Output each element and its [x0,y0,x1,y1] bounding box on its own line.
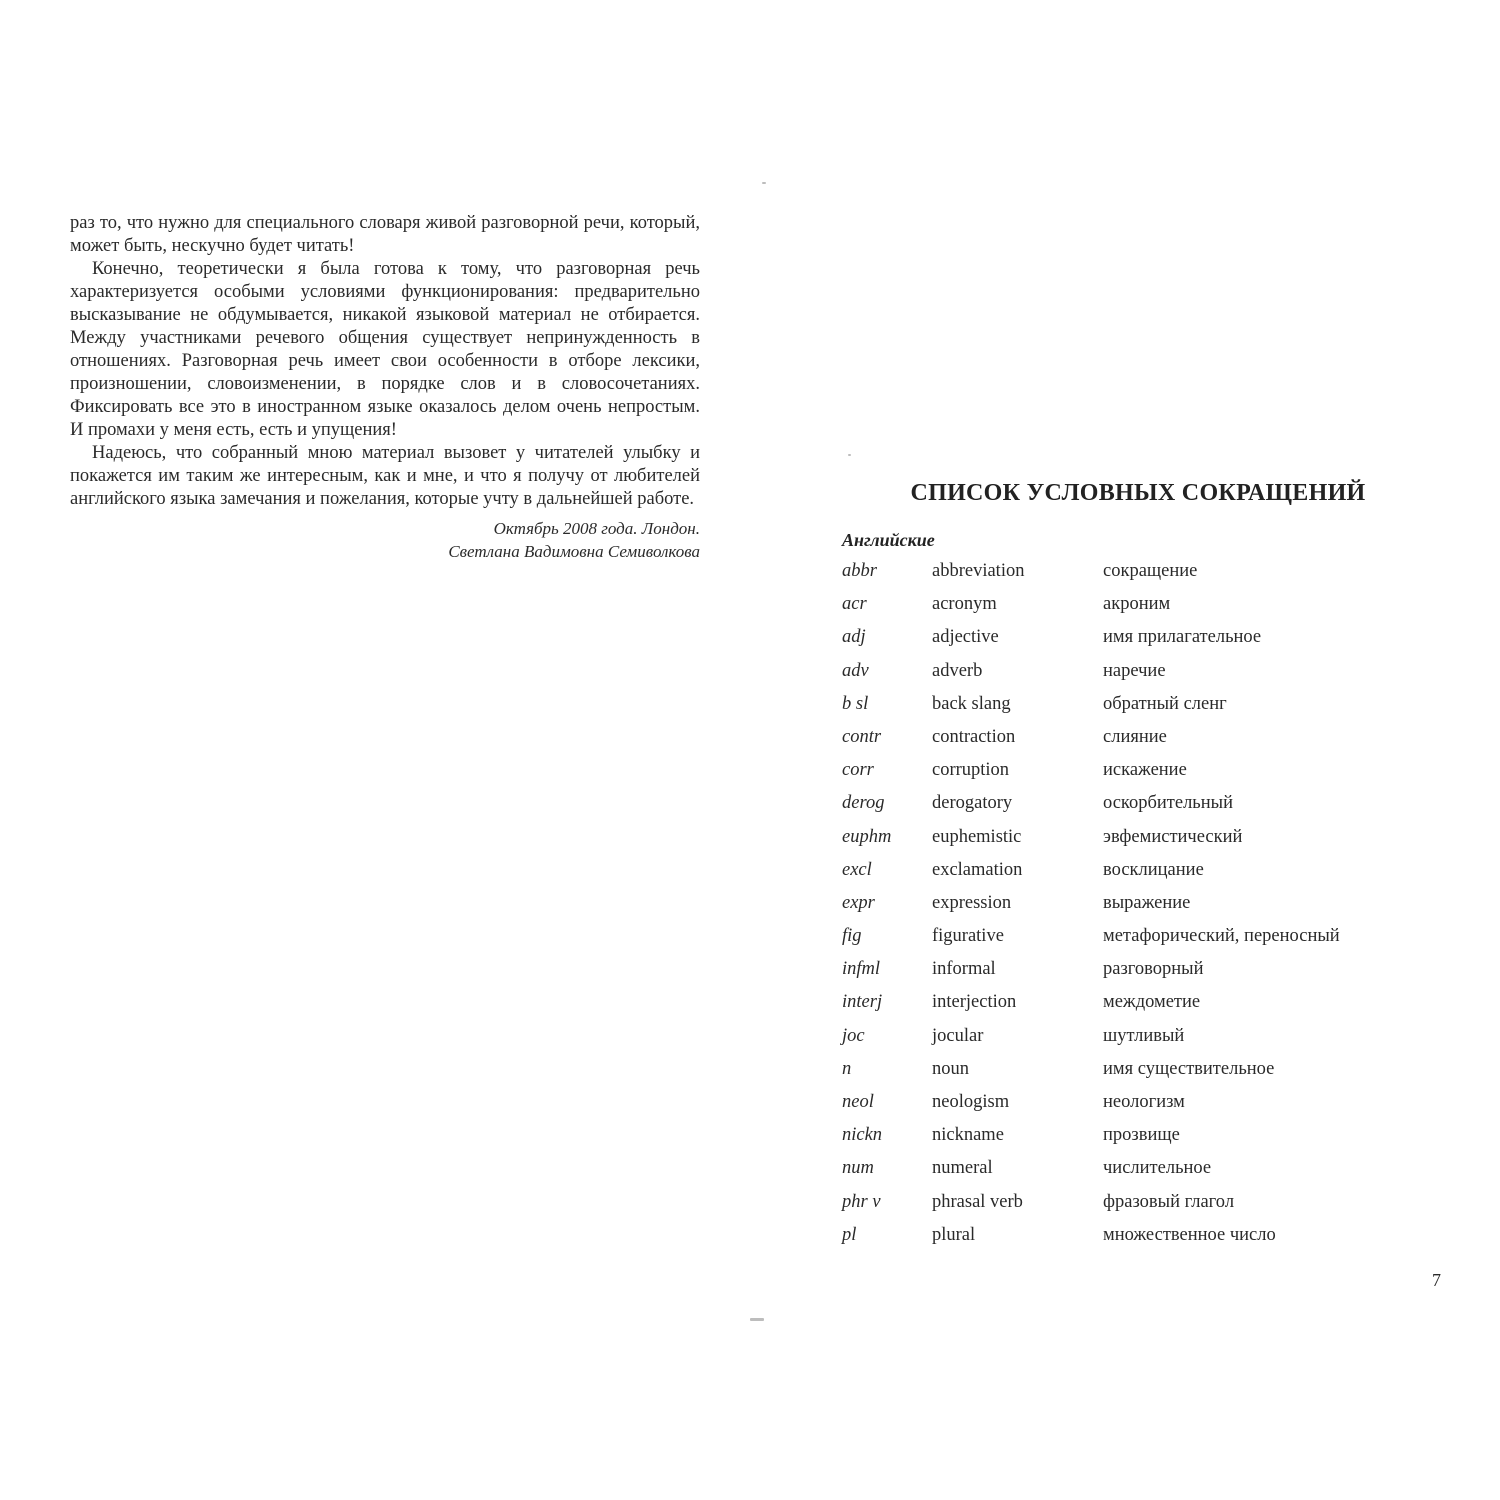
abbreviation-english: phrasal verb [932,1191,1023,1212]
abbreviation-row [820,555,1420,588]
abbreviation-code: nickn [842,1125,883,1146]
abbreviation-russian: метафорический, переносный [1103,926,1340,947]
abbreviation-russian: имя существительное [1103,1058,1275,1079]
abbreviation-row [820,1219,1420,1252]
abbreviation-english: plural [932,1224,976,1245]
abbreviation-english: back slang [932,693,1011,714]
abbreviation-code: fig [842,926,862,947]
abbreviation-row [820,621,1420,654]
abbreviation-code: phr v [842,1191,881,1212]
abbreviation-russian: восклицание [1103,859,1204,880]
abbreviation-row [820,953,1420,986]
abbreviation-english: adjective [932,627,999,648]
abbreviation-russian: эвфемистический [1103,826,1243,847]
abbreviation-row [820,986,1420,1019]
abbreviation-row [820,1086,1420,1119]
abbreviation-english: expression [932,892,1012,913]
abbreviation-code: b sl [842,693,869,714]
signature [70,517,700,563]
abbreviation-row [820,1020,1420,1053]
abbreviation-code: adj [842,627,866,648]
left-page [70,212,700,563]
abbreviation-row [820,1186,1420,1219]
scan-speck [848,454,851,456]
abbreviation-row [820,1053,1420,1086]
abbreviation-row [820,721,1420,754]
paragraph-2: Конечно, теоретически я была готова к тому, что разговорная речь характеризуется особыми условиями функционирования: предварительно высказывание не обдумывается, никакой языковой материал не отбирается. Между участниками речевого общения существует непринужденность в отношениях. Разговорная речь имеет свои особенности в отборе лексики, произношении, словоизменении, в порядке слов и в словосочетаниях. Фиксировать все это в иностранном языке оказалось делом очень непростым. И промахи у меня есть, есть и упущения! [70,259,700,440]
abbreviation-russian: обратный сленг [1103,693,1227,714]
abbreviation-english: derogatory [932,793,1013,814]
abbreviation-code: euphm [842,826,892,847]
abbreviation-code: neol [842,1092,874,1112]
abbreviation-row [820,588,1420,621]
abbreviation-russian: оскорбительный [1103,793,1233,814]
abbreviation-english: abbreviation [932,561,1025,581]
abbreviation-russian: шутливый [1103,1025,1185,1046]
abbreviation-list [820,555,1420,1252]
abbreviation-russian: фразовый глагол [1103,1191,1235,1212]
abbreviation-row [820,655,1420,688]
abbreviation-english: acronym [932,594,997,615]
abbreviation-english: figurative [932,926,1004,947]
abbreviation-russian: прозвище [1103,1125,1180,1146]
abbreviation-english: interjection [932,992,1017,1013]
abbreviation-code: interj [842,992,883,1013]
scan-speck [750,1318,764,1321]
paragraph-3: Надеюсь, что собранный мною материал вызовет у читателей улыбку и покажется им таким же интересным, как и мне, и что я получу от любителей английского языка замечания и пожелания, которые учту в дальнейшей работе. [70,443,700,509]
abbreviation-russian: числительное [1103,1158,1212,1179]
abbreviation-russian: неологизм [1103,1092,1185,1112]
abbreviation-row [820,688,1420,721]
abbreviation-code: acr [842,594,867,615]
abbreviation-english: jocular [932,1025,984,1046]
abbreviation-russian: междометие [1103,992,1201,1013]
abbreviation-code: num [842,1158,874,1179]
abbreviation-english: informal [932,959,996,980]
abbreviation-english: adverb [932,660,983,681]
abbreviation-russian: слияние [1103,726,1167,747]
abbreviation-english: exclamation [932,859,1023,880]
abbreviation-code: excl [842,859,872,880]
abbreviation-english: euphemistic [932,826,1022,847]
abbreviation-code: joc [842,1025,865,1046]
abbreviation-russian: разговорный [1103,959,1204,980]
abbreviation-code: adv [842,660,869,681]
abbreviation-russian: множественное число [1103,1224,1276,1245]
abbreviation-row [820,787,1420,820]
abbreviation-russian: сокращение [1103,561,1198,581]
abbreviation-code: corr [842,760,874,781]
abbreviation-code: derog [842,793,885,814]
abbreviation-code: pl [842,1224,857,1245]
abbreviation-russian: наречие [1103,660,1166,681]
abbreviation-row [820,1119,1420,1152]
paragraph-1: раз то, что нужно для специального словаря живой разговорной речи, который, может быть, нескучно будет читать! [70,213,700,256]
abbreviation-row [820,887,1420,920]
abbreviation-code: infml [842,959,881,980]
abbreviation-row [820,920,1420,953]
abbreviation-code: contr [842,726,882,747]
abbreviation-english: contraction [932,726,1016,747]
page-number: 7 [1432,1270,1441,1290]
abbreviation-row [820,754,1420,787]
scan-speck [762,182,766,184]
abbreviation-code: abbr [842,561,877,581]
abbreviation-russian: выражение [1103,892,1191,913]
abbreviation-english: nickname [932,1125,1004,1146]
subsection-title: Английские [842,530,935,550]
abbreviation-english: numeral [932,1158,993,1179]
abbreviation-row [820,854,1420,887]
abbreviation-code: expr [842,892,875,913]
abbreviation-english: noun [932,1058,969,1079]
signature-date-place: Октябрь 2008 года. Лондон. [493,519,700,538]
abbreviation-english: neologism [932,1092,1010,1112]
abbreviation-code: n [842,1058,852,1079]
abbreviation-row [820,821,1420,854]
section-title: СПИСОК УСЛОВНЫХ СОКРАЩЕНИЙ [910,480,1366,506]
abbreviation-russian: искажение [1103,760,1187,781]
right-page [820,480,1420,1252]
abbreviation-russian: акроним [1103,594,1171,615]
abbreviation-row [820,1152,1420,1185]
abbreviation-english: corruption [932,760,1010,781]
abbreviation-russian: имя прилагательное [1103,627,1262,648]
signature-author: Светлана Вадимовна Семиволкова [448,542,700,561]
